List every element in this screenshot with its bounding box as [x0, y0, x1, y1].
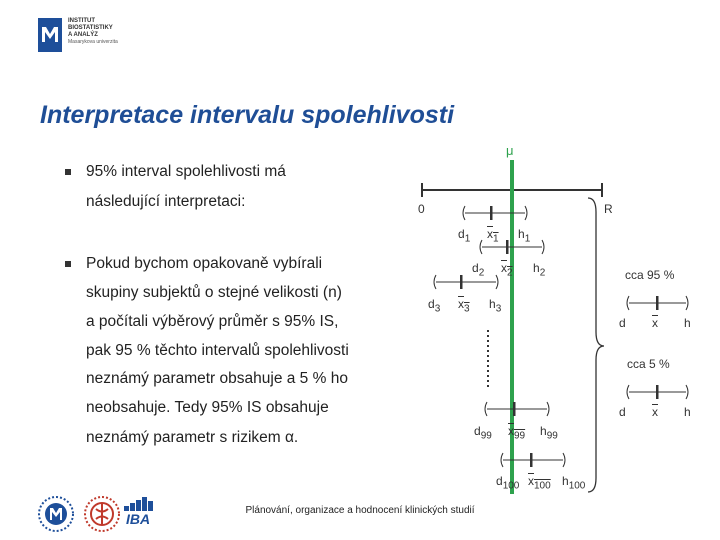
institute-line-2: BIOSTATISTIKY	[68, 25, 113, 31]
row-1-x: $x_1$	[487, 227, 499, 245]
legend-1-d: d	[619, 316, 626, 330]
row-3-d: $d_3$	[428, 297, 441, 315]
interval-2-mean	[506, 240, 509, 254]
faculty-seal-logo	[36, 494, 76, 539]
footer-text: Plánování, organizace a hodnocení klinických studií	[245, 505, 475, 516]
interval-100-mean	[530, 453, 533, 467]
institute-line-1: INSTITUT	[68, 18, 95, 24]
row-99-x: $x_{99}$	[508, 424, 526, 442]
interval-99-mean	[513, 402, 516, 416]
row-2-d: $d_2$	[472, 261, 485, 279]
right-brace	[588, 198, 604, 492]
legend-interval-2-mean	[656, 385, 659, 399]
university-name: Masarykova univerzita	[68, 39, 118, 45]
legend-2-x: $\overline{x}$	[652, 405, 658, 419]
medical-seal-logo	[82, 494, 122, 539]
row-1-d: $d_1$	[458, 227, 471, 245]
row-99-d: $d_{99}$	[474, 424, 492, 442]
interval-1-mean	[490, 206, 493, 220]
bullet-1-line-2: následující interpretaci:	[86, 193, 246, 210]
interval-1	[463, 206, 527, 220]
iba-logo-text: IBA	[126, 511, 151, 527]
row-3-x: $x_3$	[458, 297, 470, 315]
page-title: Interpretace intervalu spolehlivosti	[40, 101, 455, 129]
interval-3-mean	[460, 275, 463, 289]
bullet-2-line-2: skupiny subjektů o stejné velikosti (n)	[86, 284, 342, 301]
bullet-2-line-5: neznámý parametr obsahuje a 5 % ho	[86, 370, 348, 387]
axis-end-label: R	[604, 202, 613, 216]
legend-2-h: h	[684, 405, 691, 419]
legend-caption-95: cca 95 %	[625, 268, 675, 282]
axis-start-label: 0	[418, 202, 425, 216]
row-3-h: $h_3$	[489, 297, 502, 315]
bullet-2-line-6: neobsahuje. Tedy 95% IS obsahuje	[86, 399, 329, 416]
row-100-x: $x_{100}$	[528, 474, 551, 492]
institute-line-3: A ANALÝZ	[68, 32, 98, 38]
legend-1-h: h	[684, 316, 691, 330]
bullet-2-line-4: pak 95 % těchto intervalů spolehlivosti	[86, 342, 349, 359]
row-2-x: $x_2$	[501, 261, 513, 279]
bullet-2-line-3: a počítali výběrový průměr s 95% IS,	[86, 313, 339, 330]
legend-2-d: d	[619, 405, 626, 419]
row-100-h: $h_{100}$	[562, 474, 586, 492]
row-100-d: $d_{100}$	[496, 474, 520, 492]
bullet-2-line-1: Pokud bychom opakovaně vybírali	[86, 255, 323, 272]
row-99-h: $h_{99}$	[540, 424, 558, 442]
mu-label: μ	[506, 143, 514, 158]
legend-interval-1-mean	[656, 296, 659, 310]
interval-3	[434, 275, 498, 289]
legend-caption-5: cca 5 %	[627, 357, 670, 371]
interval-99	[485, 402, 549, 416]
bullet-1-line-1: 95% interval spolehlivosti má	[86, 163, 286, 180]
row-2-h: $h_2$	[533, 261, 546, 279]
legend-1-x: $\overline{x}$	[652, 316, 658, 330]
row-1-h: $h_1$	[518, 227, 531, 245]
bullet-2-line-7: neznámý parametr s rizikem α.	[86, 429, 299, 446]
